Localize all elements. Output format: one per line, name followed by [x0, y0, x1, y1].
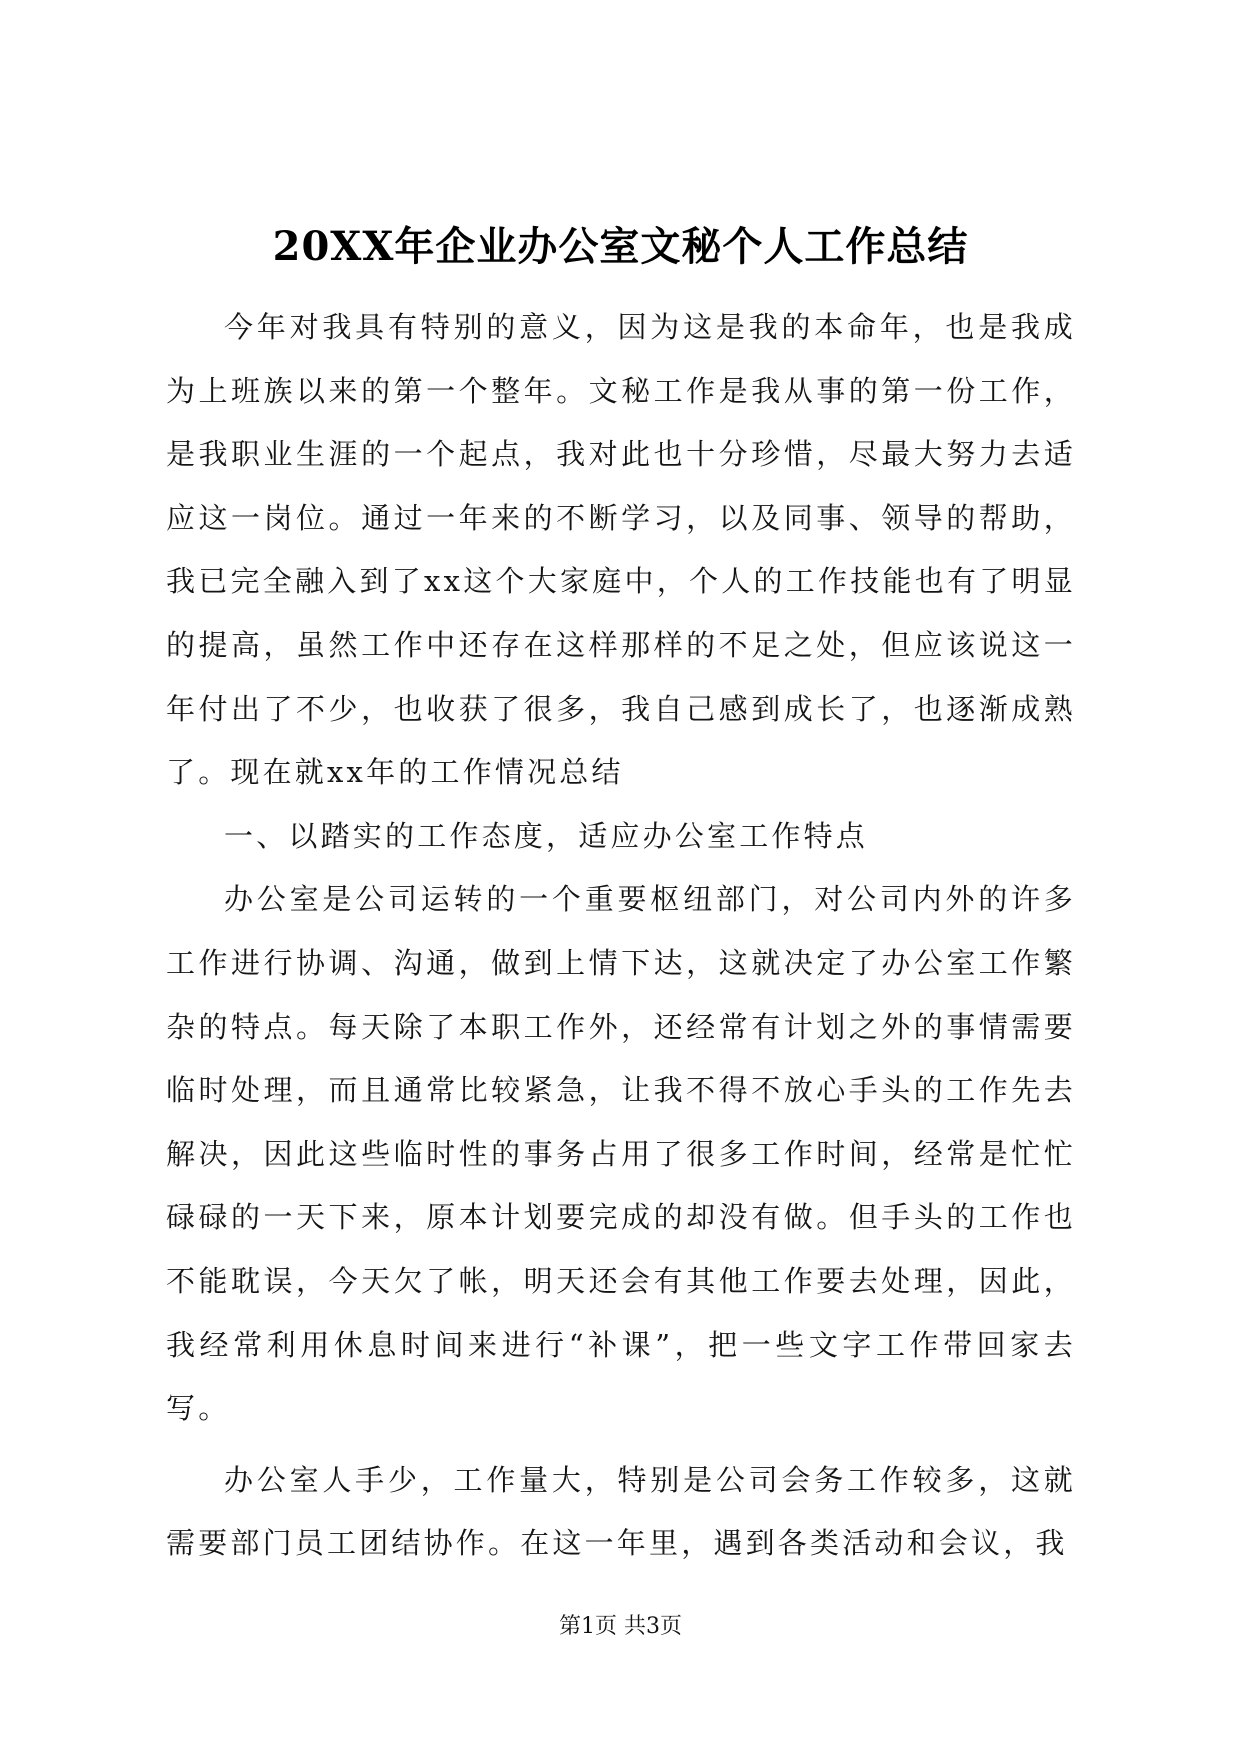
paragraph-intro: 今年对我具有特别的意义，因为这是我的本命年，也是我成为上班族以来的第一个整年。文秘工作是我从事的第一份工作，是我职业生涯的一个起点，我对此也十分珍惜，尽最大努力去适应这一岗位。通过一年来的不断学习，以及同事、领导的帮助，我已完全融入到了xx这个大家庭中，个人的工作技能也有了明显的提高，虽然工作中还存在这样那样的不足之处，但应该说这一年付出了不少，也收获了很多，我自己感到成长了，也逐渐成熟了。现在就xx年的工作情况总结	[166, 310, 1076, 790]
paragraph-teamwork: 办公室人手少，工作量大，特别是公司会务工作较多，这就需要部门员工团结协作。在这一年里，遇到各类活动和会议，我	[166, 1462, 1076, 1561]
page-footer: 第1页 共3页	[559, 1614, 682, 1639]
paragraph-office-work: 办公室是公司运转的一个重要枢纽部门，对公司内外的许多工作进行协调、沟通，做到上情下达，这就决定了办公室工作繁杂的特点。每天除了本职工作外，还经常有计划之外的事情需要临时处理，而且通常比较紧急，让我不得不放心手头的工作先去解决，因此这些临时性的事务占用了很多工作时间，经常是忙忙碌碌的一天下来，原本计划要完成的却没有做。但手头的工作也不能耽误，今天欠了帐，明天还会有其他工作要去处理，因此，我经常利用休息时间来进行“补课”，把一些文字工作带回家去写。	[166, 882, 1076, 1426]
section-heading-1: 一、以踏实的工作态度，适应办公室工作特点	[224, 818, 869, 853]
document-title: 20XX年企业办公室文秘个人工作总结	[272, 223, 969, 270]
document-body	[166, 296, 1076, 1576]
